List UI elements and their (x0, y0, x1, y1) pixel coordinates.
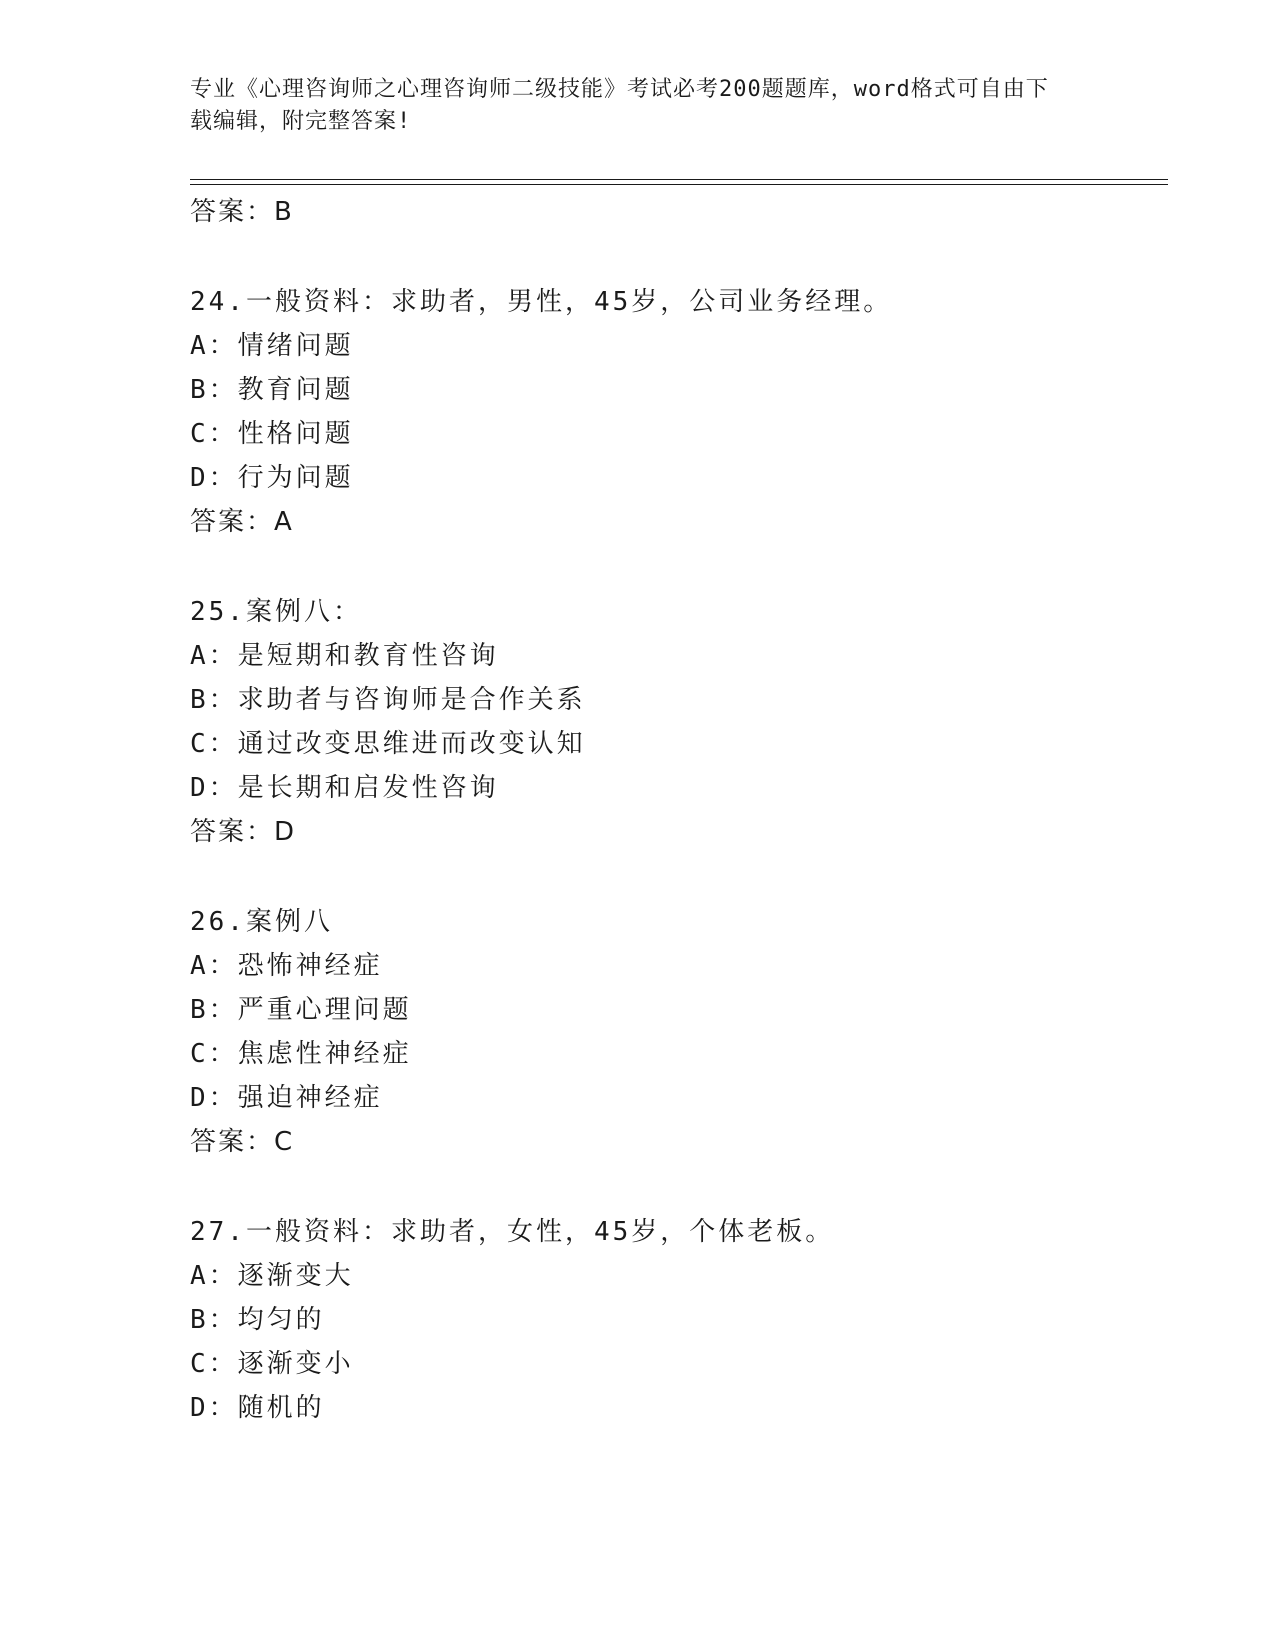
document-header: 专业《心理咨询师之心理咨询师二级技能》考试必考200题题库，word格式可自由下载编辑，附完整答案! (190, 77, 1049, 134)
answer-line: 答案：A (190, 507, 294, 537)
option-a: A：情绪问题 (190, 331, 354, 361)
question-stem: 25.案例八： (190, 597, 362, 627)
question-stem: 27.一般资料：求助者，女性，45岁，个体老板。 (190, 1217, 835, 1247)
option-d: D：是长期和启发性咨询 (190, 773, 499, 803)
option-a: A：逐渐变大 (190, 1261, 354, 1291)
option-a: A：是短期和教育性咨询 (190, 641, 499, 671)
option-b: B：教育问题 (190, 375, 354, 405)
answer-line: 答案：C (190, 1127, 295, 1157)
option-b: B：求助者与咨询师是合作关系 (190, 685, 586, 715)
answer-line: 答案：D (190, 817, 297, 847)
option-b: B：均匀的 (190, 1305, 325, 1335)
option-c: C：性格问题 (190, 419, 354, 449)
question-stem: 24.一般资料：求助者，男性，45岁，公司业务经理。 (190, 287, 893, 317)
question-stem: 26.案例八 (190, 907, 333, 937)
option-d: D：行为问题 (190, 463, 354, 493)
option-b: B：严重心理问题 (190, 995, 412, 1025)
header-divider-top (190, 179, 1168, 180)
option-c: C：通过改变思维进而改变认知 (190, 729, 586, 759)
option-c: C：逐渐变小 (190, 1349, 354, 1379)
answer-line: 答案：B (190, 197, 294, 227)
header-divider-bottom (190, 184, 1168, 185)
option-d: D：强迫神经症 (190, 1083, 383, 1113)
option-a: A：恐怖神经症 (190, 951, 383, 981)
option-d: D：随机的 (190, 1393, 325, 1423)
option-c: C：焦虑性神经症 (190, 1039, 412, 1069)
